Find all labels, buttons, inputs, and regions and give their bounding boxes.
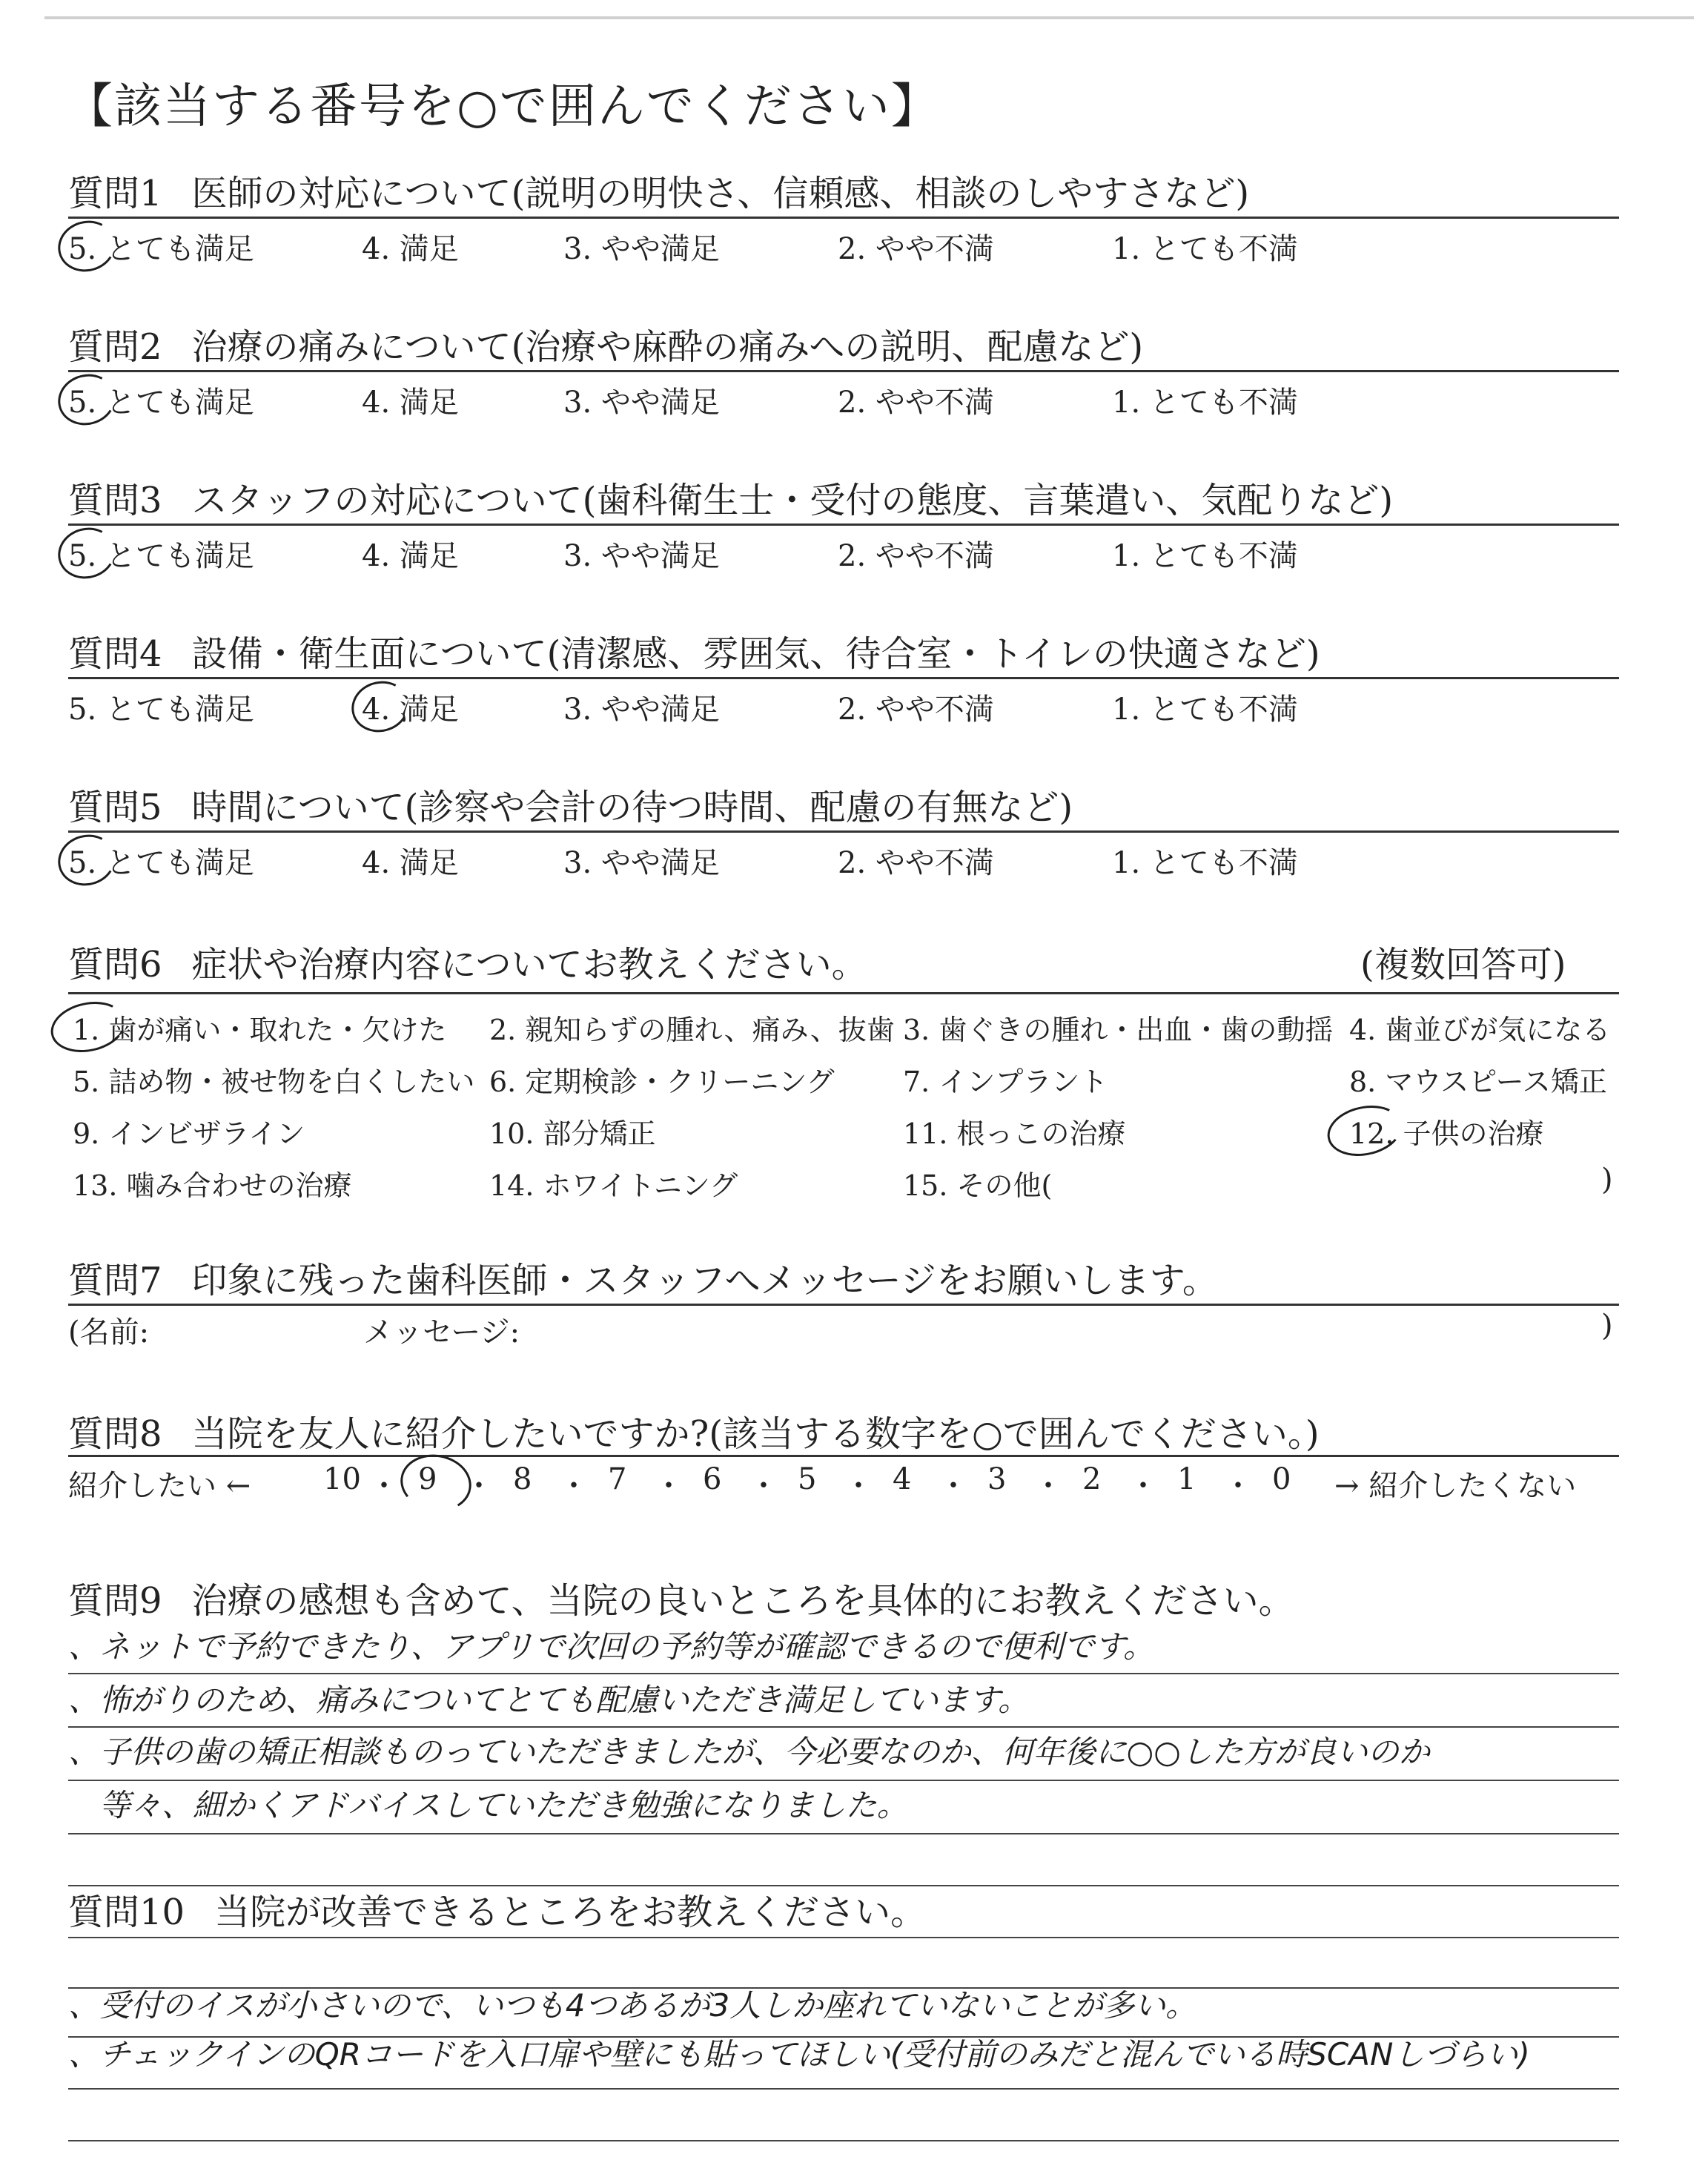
question-number: 質問4 xyxy=(68,633,162,675)
q8-scale-value: 5 xyxy=(798,1462,817,1496)
answer-circle xyxy=(53,828,122,892)
answer-circle xyxy=(53,368,122,432)
rating-option: 3. やや満足 xyxy=(563,846,720,880)
q7-name-label: (名前: xyxy=(68,1315,150,1350)
q8-scale-dot: ・ xyxy=(1128,1469,1158,1503)
rating-option: 1. とても不満 xyxy=(1112,539,1298,573)
q6-option: 8. マウスピース矯正 xyxy=(1349,1066,1607,1098)
q10-answer-line: 、受付のイスが小さいので、いつも4つあるが3人しか座れていないことが多い。 xyxy=(68,1987,1197,2024)
question-text: 時間について(診察や会計の待つ時間、配慮の有無など) xyxy=(191,787,1073,828)
question-4-title xyxy=(68,625,1320,676)
q8-scale-dot: ・ xyxy=(654,1469,683,1503)
q10-title xyxy=(68,1883,926,1935)
q8-scale-value: 9 xyxy=(418,1462,437,1496)
q10-answer-rule xyxy=(68,1987,1619,1989)
rating-option: 4. 満足 xyxy=(362,693,459,727)
q6-option: 13. 噛み合わせの治療 xyxy=(73,1169,352,1202)
q6-answer-circle xyxy=(46,995,130,1059)
q6-option: 1. 歯が痛い・取れた・欠けた xyxy=(73,1014,447,1046)
q6-option: 10. 部分矯正 xyxy=(489,1117,656,1150)
answer-circle xyxy=(53,214,122,278)
question-text: スタッフの対応について(歯科衛生士・受付の態度、言葉遣い、気配りなど) xyxy=(191,480,1394,521)
rating-option: 4. 満足 xyxy=(362,539,459,573)
answer-circle xyxy=(53,521,122,585)
q8-scale-dot: ・ xyxy=(939,1469,968,1503)
q8-left-label: 紹介したい ← xyxy=(68,1469,251,1503)
page-top-edge xyxy=(44,16,1694,19)
question-text: 治療の痛みについて(治療や麻酔の痛みへの説明、配慮など) xyxy=(191,326,1144,368)
q6-option: 5. 詰め物・被せ物を白くしたい xyxy=(73,1066,475,1098)
q8-scale-value: 3 xyxy=(987,1462,1007,1496)
q10-text: 当院が改善できるところをお教えください。 xyxy=(214,1892,927,1933)
q10-answer-rule xyxy=(68,1937,1619,1938)
question-rule xyxy=(68,677,1619,679)
question-text: 設備・衛生面について(清潔感、雰囲気、待合室・トイレの快適さなど) xyxy=(191,633,1320,675)
rating-option: 1. とても不満 xyxy=(1112,846,1298,880)
q8-scale-value: 4 xyxy=(893,1462,912,1496)
q8-rule xyxy=(68,1455,1619,1457)
q6-multiple-answer-note: (複数回答可) xyxy=(1360,944,1566,985)
q6-option: 4. 歯並びが気になる xyxy=(1349,1014,1611,1046)
q9-number: 質問9 xyxy=(68,1580,162,1622)
q8-scale-value: 7 xyxy=(608,1462,627,1496)
question-3-title xyxy=(68,472,1393,523)
rating-option: 5. とても満足 xyxy=(68,386,254,420)
q6-option: 15. その他( xyxy=(903,1169,1053,1202)
question-rule xyxy=(68,524,1619,526)
question-rule xyxy=(68,370,1619,372)
q9-answer-line: 、怖がりのため、痛みについてとても配慮いただき満足しています。 xyxy=(68,1682,1030,1718)
q10-number: 質問10 xyxy=(68,1892,185,1933)
rating-option: 1. とても不満 xyxy=(1112,693,1298,727)
q8-scale-dot: ・ xyxy=(1033,1469,1063,1503)
rating-option: 2. やや不満 xyxy=(838,232,994,266)
question-text: 医師の対応について(説明の明快さ、信頼感、相談のしやすさなど) xyxy=(191,173,1250,214)
q9-answer-line: 、子供の歯の矯正相談ものっていただきましたが、今必要なのか、何年後に○○した方が良いのか xyxy=(68,1734,1430,1770)
q6-option: 12. 子供の治療 xyxy=(1349,1117,1544,1150)
q8-title xyxy=(68,1405,1320,1456)
q6-title xyxy=(68,936,867,987)
q8-scale-value: 2 xyxy=(1082,1462,1102,1496)
q9-answer-rule xyxy=(68,1833,1619,1834)
question-rule xyxy=(68,217,1619,219)
q8-scale-dot: ・ xyxy=(1223,1469,1253,1503)
q10-answer-line: 、チェックインのQRコードを入口扉や壁にも貼ってほしい(受付前のみだと混んでいる時SCANしづらい) xyxy=(68,2036,1530,2073)
q6-option: 7. インプラント xyxy=(903,1066,1108,1098)
rating-option: 3. やや満足 xyxy=(563,539,720,573)
q8-scale-dot: ・ xyxy=(464,1469,494,1503)
page-heading: 【該当する番号を○で囲んでください】 xyxy=(65,79,940,134)
q6-text: 症状や治療内容についてお教えください。 xyxy=(191,944,867,985)
q7-close-paren: ) xyxy=(1601,1309,1613,1343)
q7-rule xyxy=(68,1304,1619,1306)
rating-option: 4. 満足 xyxy=(362,232,459,266)
rating-option: 5. とても満足 xyxy=(68,693,254,727)
rating-option: 4. 満足 xyxy=(362,386,459,420)
question-number: 質問5 xyxy=(68,787,162,828)
rating-option: 2. やや不満 xyxy=(838,539,994,573)
question-2-title xyxy=(68,318,1143,369)
q7-title xyxy=(68,1252,1218,1303)
q9-answer-rule xyxy=(68,1780,1619,1781)
question-1-title xyxy=(68,165,1249,216)
q8-right-label: → 紹介したくない xyxy=(1334,1469,1577,1503)
q9-answer-line: 等々、細かくアドバイスしていただき勉強になりました。 xyxy=(68,1787,908,1823)
q7-text: 印象に残った歯科医師・スタッフへメッセージをお願いします。 xyxy=(191,1260,1218,1301)
q6-rule xyxy=(68,992,1619,994)
rating-option: 3. やや満足 xyxy=(563,693,720,727)
q8-scale-value: 6 xyxy=(703,1462,722,1496)
q6-other-close-paren: ) xyxy=(1601,1163,1613,1197)
q7-number: 質問7 xyxy=(68,1260,162,1301)
q7-message-label: メッセージ: xyxy=(363,1315,520,1350)
answer-circle xyxy=(346,675,415,739)
q9-text: 治療の感想も含めて、当院の良いところを具体的にお教えください。 xyxy=(191,1580,1294,1622)
q8-scale-dot: ・ xyxy=(369,1469,399,1503)
q6-option: 14. ホワイトニング xyxy=(489,1169,738,1202)
rating-option: 5. とても満足 xyxy=(68,539,254,573)
q6-answer-circle xyxy=(1323,1099,1406,1163)
q9-answer-rule xyxy=(68,1726,1619,1728)
rating-option: 2. やや不満 xyxy=(838,846,994,880)
q8-scale-value: 10 xyxy=(323,1462,361,1496)
q6-number: 質問6 xyxy=(68,944,162,985)
question-rule xyxy=(68,830,1619,833)
question-5-title xyxy=(68,779,1073,830)
q8-answer-circle xyxy=(396,1449,476,1517)
rating-option: 3. やや満足 xyxy=(563,386,720,420)
q8-scale-dot: ・ xyxy=(559,1469,589,1503)
q6-option: 11. 根っこの治療 xyxy=(903,1117,1126,1150)
q8-scale-value: 8 xyxy=(513,1462,532,1496)
rating-option: 3. やや満足 xyxy=(563,232,720,266)
q6-option: 2. 親知らずの腫れ、痛み、抜歯 xyxy=(489,1014,895,1046)
q9-answer-line: 、ネットで予約できたり、アプリで次回の予約等が確認できるので便利です。 xyxy=(68,1628,1154,1665)
q6-option: 9. インビザライン xyxy=(73,1117,305,1150)
rating-option: 5. とても満足 xyxy=(68,846,254,880)
q10-answer-rule xyxy=(68,2140,1619,2141)
q9-title xyxy=(68,1572,1294,1623)
q8-text: 当院を友人に紹介したいですか?(該当する数字を○で囲んでください。) xyxy=(191,1413,1320,1455)
q8-number: 質問8 xyxy=(68,1413,162,1455)
q8-scale-dot: ・ xyxy=(844,1469,873,1503)
q8-scale-value: 0 xyxy=(1272,1462,1291,1496)
question-number: 質問1 xyxy=(68,173,162,214)
rating-option: 1. とても不満 xyxy=(1112,386,1298,420)
rating-option: 1. とても不満 xyxy=(1112,232,1298,266)
q10-answer-rule xyxy=(68,2036,1619,2038)
question-number: 質問3 xyxy=(68,480,162,521)
question-number: 質問2 xyxy=(68,326,162,368)
rating-option: 2. やや不満 xyxy=(838,386,994,420)
q8-scale-value: 1 xyxy=(1177,1462,1196,1496)
q6-option: 3. 歯ぐきの腫れ・出血・歯の動揺 xyxy=(903,1014,1334,1046)
rating-option: 5. とても満足 xyxy=(68,232,254,266)
q8-scale-dot: ・ xyxy=(749,1469,778,1503)
q9-answer-rule xyxy=(68,1673,1619,1674)
q10-answer-rule xyxy=(68,2088,1619,2090)
q6-option: 6. 定期検診・クリーニング xyxy=(489,1066,835,1098)
rating-option: 4. 満足 xyxy=(362,846,459,880)
rating-option: 2. やや不満 xyxy=(838,693,994,727)
